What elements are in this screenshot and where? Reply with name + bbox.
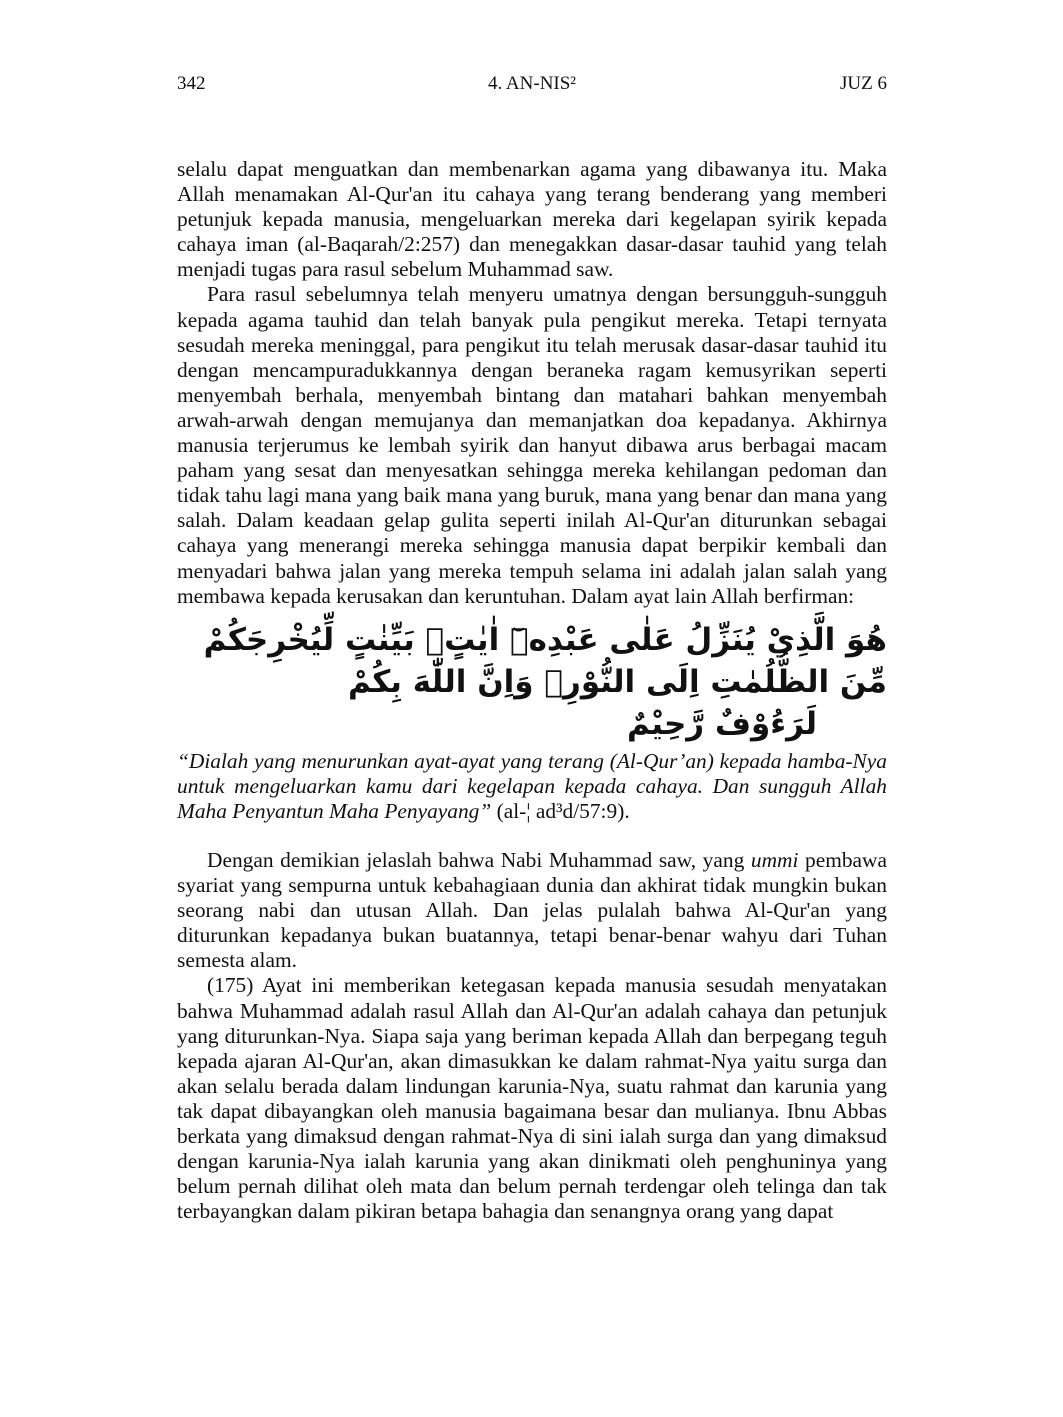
running-header [177,73,887,99]
juz-label: JUZ 6 [840,73,887,94]
paragraph-1: selalu dapat menguatkan dan membenarkan agama yang dibawanya itu. Maka Allah menamakan Al-Qur'an itu cahaya yang terang benderang yang memberi petunjuk kepada manusia, mengeluarkan mereka dari kegelapan syirik kepada cahaya iman (al-Baqarah/2:257) dan menegakkan dasar-dasar tauhid yang telah menjadi tugas para rasul sebelum Muhammad saw. [177,157,887,282]
paragraph-3-start: Dengan demikian jelaslah bahwa Nabi Muhammad saw, yang [207,847,751,872]
verse-reference: (al-¦ ad³d/57:9). [496,798,630,823]
verse-translation [177,749,887,824]
quran-verse-line-1: هُوَ الَّذِيْ يُنَزِّلُ عَلٰى عَبْدِهٖٓ اٰيٰتٍۢ بَيِّنٰتٍ لِّيُخْرِجَكُمْ مِّنَ الظُّلُمٰتِ اِلَى النُّوْرِۗ وَاِنَّ اللّٰهَ بِكُمْ [203,621,887,700]
translation-text: “Dialah yang menurunkan ayat-ayat yang terang (Al-Qur’an) kepada hamba-Nya untuk mengeluarkan kamu dari kegelapan kepada cahaya. Dan sungguh Allah Maha Penyantun Maha Penyayang” [177,748,887,823]
chapter-title: 4. AN-NIS² [487,73,577,94]
quran-verse [177,619,887,745]
paragraph-3-end: pembawa syariat yang sempurna untuk kebahagiaan dunia dan akhirat tidak mungkin bukan seorang nabi dan utusan Allah. Dan jelas pulalah bahwa Al-Qur'an yang diturunkan kepadanya bukan buatannya, tetapi benar-benar wahyu dari Tuhan semesta alam. [177,847,887,973]
page-number: 342 [177,73,206,94]
paragraph-3 [177,848,887,973]
paragraph-3-term: ummi [750,847,799,872]
quran-verse-line-2: لَرَءُوْفٌ رَّحِيْمٌ [627,705,817,742]
paragraph-2: Para rasul sebelumnya telah menyeru umatnya dengan bersungguh-sungguh kepada agama tauhid dan telah banyak pula pengikut mereka. Tetapi ternyata sesudah mereka meninggal, para pengikut itu telah merusak dasar-dasar tauhid itu dengan mencampuradukkannya dengan beraneka ragam kemusyrikan seperti menyembah berhala, menyembah bintang dan matahari bahkan menyembah arwah-arwah dengan memujanya dan memanjatkan doa kepadanya. Akhirnya manusia terjerumus ke lembah syirik dan hanyut dibawa arus berbagai macam paham yang sesat dan menyesatkan sehingga mereka kehilangan pedoman dan tidak tahu lagi mana yang baik mana yang buruk, mana yang benar dan mana yang salah. Dalam keadaan gelap gulita seperti inilah Al-Qur'an diturunkan sebagai cahaya yang menerangi mereka sehingga manusia dapat berpikir kembali dan menyadari bahwa jalan yang mereka tempuh selama ini adalah jalan salah yang membawa kepada kerusakan dan keruntuhan. Dalam ayat lain Allah berfirman: [177,282,887,608]
paragraph-gap [177,824,887,848]
body-text [177,157,887,1224]
paragraph-4: (175) Ayat ini memberikan ketegasan kepada manusia sesudah menyatakan bahwa Muhammad adalah rasul Allah dan Al-Qur'an adalah cahaya dan petunjuk yang diturunkan-Nya. Siapa saja yang beriman kepada Allah dan berpegang teguh kepada ajaran Al-Qur'an, akan dimasukkan ke dalam rahmat-Nya yaitu surga dan akan selalu berada dalam lindungan karunia-Nya, suatu rahmat dan karunia yang tak dapat dibayangkan oleh manusia bagaimana besar dan mulianya. Ibnu Abbas berkata yang dimaksud dengan rahmat-Nya di sini ialah surga dan yang dimaksud dengan karunia-Nya ialah karunia yang akan dinikmati oleh penghuninya yang belum pernah dilihat oleh mata dan belum pernah terdengar oleh telinga dan tak terbayangkan dalam pikiran betapa bahagia dan senangnya orang yang dapat [177,973,887,1224]
